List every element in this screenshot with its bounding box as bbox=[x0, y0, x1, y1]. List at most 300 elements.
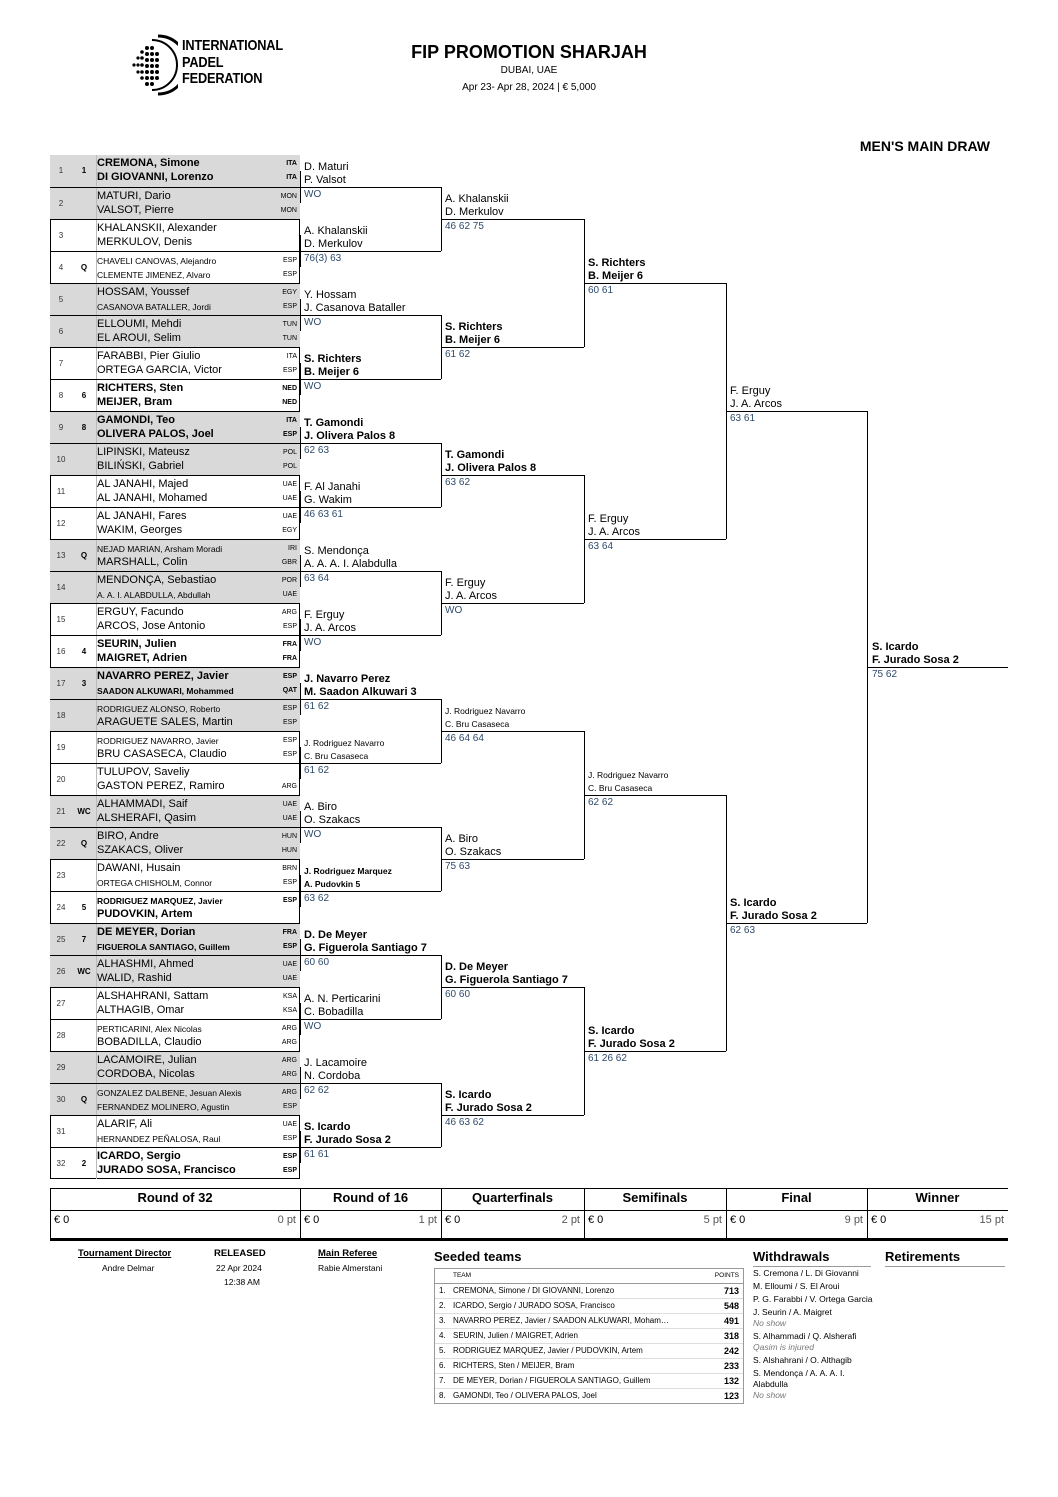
winner-name-1: S. Icardo bbox=[588, 1025, 635, 1037]
player-1-name: NEJAD MARIAN, Arsham Moradi bbox=[97, 544, 223, 554]
player-1-name: CHAVELI CANOVAS, Alejandro bbox=[97, 256, 217, 266]
winner-line bbox=[441, 731, 584, 732]
winner-name-1: F. Erguy bbox=[730, 385, 771, 397]
winner-line bbox=[300, 315, 441, 316]
draw-entry-row bbox=[50, 859, 300, 891]
entry-number: 3 bbox=[58, 231, 64, 240]
winner-line bbox=[300, 635, 441, 636]
player-1-country: ESP bbox=[282, 705, 297, 712]
player-1-country: ESP bbox=[282, 673, 297, 680]
seed-points: 713 bbox=[723, 1286, 739, 1296]
draw-entry-row bbox=[50, 923, 300, 955]
entry-seed bbox=[72, 700, 96, 731]
match-score: 60 60 bbox=[304, 957, 330, 968]
match-score: 60 61 bbox=[588, 285, 614, 296]
player-1-name: DE MEYER, Dorian bbox=[97, 926, 196, 938]
entry-number: 12 bbox=[56, 519, 66, 528]
match-score: 63 64 bbox=[304, 573, 330, 584]
player-2-country: ARG bbox=[281, 1071, 297, 1078]
entry-seed: Q bbox=[80, 551, 88, 560]
draw-entry-row bbox=[50, 763, 300, 795]
draw-entry-row bbox=[50, 987, 300, 1019]
player-2-name: A. A. I. ALABDULLA, Abdullah bbox=[97, 590, 211, 600]
winner-name-2: M. Saadon Alkuwari 3 bbox=[304, 686, 417, 698]
winner-name-1: A. Biro bbox=[304, 801, 338, 813]
entry-number: 20 bbox=[56, 775, 66, 784]
winner-line bbox=[584, 283, 726, 284]
logo-line-3: FEDERATION bbox=[182, 70, 263, 87]
logo-line-2: PADEL bbox=[182, 53, 224, 71]
tournament-director-name: Andre Delmar bbox=[102, 1263, 155, 1273]
seeded-teams-title: Seeded teams bbox=[434, 1249, 522, 1264]
withdrawals-list bbox=[753, 1266, 878, 1401]
seed-points: 491 bbox=[723, 1316, 739, 1326]
entry-seed: Q bbox=[80, 263, 88, 272]
winner-name-2: B. Meijer 6 bbox=[304, 366, 360, 378]
seed-team-name: SEURIN, Julien / MAIGRET, Adrien bbox=[453, 1331, 578, 1340]
player-2-country: ESP bbox=[282, 271, 297, 278]
seed-points: 132 bbox=[723, 1376, 739, 1386]
match-score: 62 62 bbox=[304, 1085, 330, 1096]
player-1-country: ESP bbox=[282, 257, 297, 264]
player-2-name: DI GIOVANNI, Lorenzo bbox=[97, 171, 214, 183]
player-2-country: MON bbox=[280, 207, 297, 214]
seeded-table-header bbox=[435, 1269, 743, 1284]
entry-seed: 2 bbox=[81, 1159, 87, 1168]
draw-entry-row bbox=[50, 731, 300, 763]
entry-seed bbox=[72, 220, 96, 251]
winner-name-1: S. Richters bbox=[304, 353, 362, 365]
player-2-name: CORDOBA, Nicolas bbox=[97, 1068, 195, 1080]
round-name: Quarterfinals bbox=[472, 1190, 553, 1205]
draw-entry-row bbox=[50, 891, 300, 923]
player-1-name: MATURI, Dario bbox=[97, 190, 171, 202]
player-1-country: ITA bbox=[286, 353, 297, 360]
round-prize-row bbox=[50, 1212, 300, 1230]
player-1-name: RODRIGUEZ MARQUEZ, Javier bbox=[97, 896, 223, 906]
player-2-country: ESP bbox=[282, 719, 297, 726]
player-1-name: PERTICARINI, Alex Nicolas bbox=[97, 1024, 202, 1034]
winner-line bbox=[584, 1051, 726, 1052]
bracket-connector bbox=[300, 555, 301, 587]
winner-name-1: J. Navarro Perez bbox=[304, 673, 391, 685]
retirements-title: Retirements bbox=[885, 1249, 961, 1264]
entry-seed bbox=[72, 508, 96, 539]
entry-seed: 7 bbox=[81, 935, 87, 944]
seed-points: 548 bbox=[723, 1301, 739, 1311]
round-points: 0 pt bbox=[277, 1214, 296, 1226]
winner-line bbox=[441, 475, 584, 476]
round-name: Final bbox=[781, 1190, 812, 1205]
winner-name-2: D. Merkulov bbox=[304, 238, 363, 250]
winner-name-1: F. Erguy bbox=[304, 609, 345, 621]
player-2-name: SZAKACS, Oliver bbox=[97, 844, 184, 856]
round-name: Round of 32 bbox=[137, 1190, 213, 1205]
entry-seed bbox=[72, 1052, 96, 1083]
winner-line bbox=[300, 251, 441, 252]
bracket-connector bbox=[441, 187, 442, 251]
winner-name-1: S. Icardo bbox=[445, 1089, 492, 1101]
seed-points: 233 bbox=[723, 1361, 739, 1371]
seed-number: 6. bbox=[439, 1361, 446, 1370]
seeded-team-row bbox=[435, 1344, 743, 1359]
seeded-teams-table bbox=[434, 1268, 744, 1404]
bracket-connector bbox=[300, 171, 301, 203]
player-1-country: ARG bbox=[281, 1025, 297, 1032]
player-2-name: VALSOT, Pierre bbox=[97, 204, 174, 216]
round-of-32-entries bbox=[50, 155, 300, 1179]
player-1-name: ALARIF, Ali bbox=[97, 1118, 153, 1130]
seed-number: 3. bbox=[439, 1316, 446, 1325]
round-prize-money: € 0 bbox=[304, 1214, 320, 1226]
player-1-country: ARG bbox=[281, 1057, 297, 1064]
winner-name-1: A. Biro bbox=[445, 833, 479, 845]
player-1-country: UAE bbox=[282, 1121, 297, 1128]
draw-entry-row bbox=[50, 379, 300, 411]
seed-team-name: RICHTERS, Sten / MEIJER, Bram bbox=[453, 1361, 575, 1370]
player-2-country: KSA bbox=[282, 1007, 297, 1014]
winner-name-2: G. Wakim bbox=[304, 494, 352, 506]
player-2-country: EGY bbox=[282, 527, 297, 534]
winner-name-2: O. Szakacs bbox=[445, 846, 502, 858]
player-2-country: GBR bbox=[281, 559, 297, 566]
champion-line bbox=[867, 667, 1008, 668]
entry-seed: Q bbox=[80, 1095, 88, 1104]
winner-name-2: A. Pudovkin 5 bbox=[304, 879, 361, 889]
player-2-name: ALTHAGIB, Omar bbox=[97, 1004, 185, 1016]
round-points: 15 pt bbox=[979, 1214, 1004, 1226]
winner-line bbox=[441, 603, 584, 604]
match-score: WO bbox=[304, 1021, 322, 1032]
player-2-name: MAIGRET, Adrien bbox=[97, 652, 188, 664]
round-prize-row bbox=[441, 1212, 584, 1230]
winner-line bbox=[300, 443, 441, 444]
winner-name-1: D. Maturi bbox=[304, 161, 349, 173]
seed-points: 318 bbox=[723, 1331, 739, 1341]
winner-name-2: G. Figuerola Santiago 7 bbox=[445, 974, 568, 986]
seeded-team-row bbox=[435, 1389, 743, 1403]
match-score: 61 61 bbox=[304, 1149, 330, 1160]
player-2-name: BOBADILLA, Claudio bbox=[97, 1036, 202, 1048]
seeded-team-row bbox=[435, 1329, 743, 1344]
match-score: 60 60 bbox=[445, 989, 471, 1000]
player-2-country: ESP bbox=[282, 751, 297, 758]
winner-name-2: J. A. Arcos bbox=[445, 590, 497, 602]
winner-line bbox=[441, 1115, 584, 1116]
match-score: 63 62 bbox=[445, 477, 471, 488]
match-score: 46 64 64 bbox=[445, 733, 484, 744]
winner-name-1: D. De Meyer bbox=[304, 929, 367, 941]
bracket-connector bbox=[441, 1083, 442, 1147]
round-prize-money: € 0 bbox=[54, 1214, 70, 1226]
bracket-connector bbox=[300, 875, 301, 907]
tournament-title: FIP PROMOTION SHARJAH bbox=[411, 42, 647, 62]
entry-number: 13 bbox=[56, 551, 66, 560]
winner-name-1: J. Lacamoire bbox=[304, 1057, 367, 1069]
withdrawal-item: S. Cremona / L. Di Giovanni bbox=[753, 1268, 859, 1278]
round-prize-money: € 0 bbox=[871, 1214, 887, 1226]
player-1-country: POL bbox=[282, 449, 297, 456]
player-1-name: MENDONÇA, Sebastiao bbox=[97, 574, 217, 586]
player-2-name: FIGUEROLA SANTIAGO, Guillem bbox=[97, 942, 230, 952]
entry-seed: 5 bbox=[81, 903, 87, 912]
player-2-name: WAKIM, Georges bbox=[97, 524, 183, 536]
player-1-country: ARG bbox=[281, 1089, 297, 1096]
player-1-name: AL JANAHI, Fares bbox=[97, 510, 187, 522]
player-2-name: MARSHALL, Colin bbox=[97, 556, 188, 568]
winner-line bbox=[726, 923, 867, 924]
draw-entry-row bbox=[50, 1115, 300, 1147]
winner-name-1: F. Erguy bbox=[588, 513, 629, 525]
bracket-connector bbox=[867, 411, 868, 923]
player-1-country: UAE bbox=[282, 961, 297, 968]
winner-name-1: J. Rodriguez Navarro bbox=[588, 770, 669, 780]
winner-name-2: J. A. Arcos bbox=[588, 526, 640, 538]
player-1-name: GONZALEZ DALBENE, Jesuan Alexis bbox=[97, 1088, 242, 1098]
match-score: WO bbox=[304, 189, 322, 200]
player-1-country: ITA bbox=[286, 417, 297, 424]
entry-seed bbox=[72, 1020, 96, 1051]
winner-line bbox=[441, 219, 584, 220]
winner-name-2: C. Bru Casaseca bbox=[304, 751, 369, 761]
logo-line-1: INTERNATIONAL bbox=[182, 37, 283, 54]
withdrawal-item: M. Elloumi / S. El Aroui bbox=[753, 1281, 840, 1291]
player-1-name: KHALANSKII, Alexander bbox=[97, 222, 217, 234]
winner-line bbox=[300, 1083, 441, 1084]
match-score: 63 64 bbox=[588, 541, 614, 552]
draw-entry-row bbox=[50, 795, 300, 827]
winner-name-1: J. Rodriguez Navarro bbox=[445, 706, 526, 716]
seed-number: 8. bbox=[439, 1391, 446, 1400]
bracket-connector bbox=[300, 491, 301, 523]
match-score: 75 63 bbox=[445, 861, 471, 872]
player-1-name: GAMONDI, Teo bbox=[97, 414, 176, 426]
player-2-name: BILIŃSKI, Gabriel bbox=[97, 460, 184, 472]
entry-seed: 8 bbox=[81, 423, 87, 432]
player-2-country: TUN bbox=[282, 335, 297, 342]
draw-entry-row bbox=[50, 283, 300, 315]
player-1-name: LACAMOIRE, Julian bbox=[97, 1054, 197, 1066]
player-2-name: AL JANAHI, Mohamed bbox=[97, 492, 208, 504]
round-points: 1 pt bbox=[418, 1214, 437, 1226]
entry-number: 22 bbox=[56, 839, 66, 848]
player-1-country: ARG bbox=[281, 609, 297, 616]
entry-seed bbox=[72, 732, 96, 763]
seeded-team-row bbox=[435, 1314, 743, 1329]
bracket-connector bbox=[441, 443, 442, 507]
match-score: 46 63 61 bbox=[304, 509, 343, 520]
winner-line bbox=[584, 539, 726, 540]
entry-seed bbox=[72, 188, 96, 219]
entry-number: 21 bbox=[56, 807, 66, 816]
player-2-name: MERKULOV, Denis bbox=[97, 236, 192, 248]
winner-name-2: J. A. Arcos bbox=[304, 622, 356, 634]
round-prize-money: € 0 bbox=[588, 1214, 604, 1226]
entry-number: 1 bbox=[58, 166, 64, 175]
match-score: WO bbox=[304, 829, 322, 840]
seed-number: 1. bbox=[439, 1286, 446, 1295]
entry-seed: WC bbox=[77, 967, 91, 976]
entry-seed: 6 bbox=[81, 391, 87, 400]
winner-name-2: C. Bobadilla bbox=[304, 1006, 364, 1018]
player-1-name: ALHAMMADI, Saif bbox=[97, 798, 188, 810]
round-prize-row bbox=[584, 1212, 726, 1230]
player-2-name: CASANOVA BATALLER, Jordi bbox=[97, 302, 211, 312]
entry-seed bbox=[72, 284, 96, 315]
player-1-country: POR bbox=[281, 577, 297, 584]
draw-entry-row bbox=[50, 699, 300, 731]
draw-entry-row bbox=[50, 411, 300, 443]
entry-number: 17 bbox=[56, 679, 66, 688]
seed-team-name: ICARDO, Sergio / JURADO SOSA, Francisco bbox=[453, 1301, 615, 1310]
winner-line bbox=[584, 795, 726, 796]
winner-line bbox=[300, 379, 441, 380]
round-points: 9 pt bbox=[844, 1214, 863, 1226]
entry-number: 2 bbox=[58, 199, 64, 208]
player-2-country: ITA bbox=[286, 174, 297, 181]
winner-name-2: J. Olivera Palos 8 bbox=[445, 462, 537, 474]
match-score: WO bbox=[304, 381, 322, 392]
player-1-country: EGY bbox=[282, 289, 297, 296]
player-2-country: HUN bbox=[281, 847, 297, 854]
winner-line bbox=[726, 411, 867, 412]
draw-entry-row bbox=[50, 1051, 300, 1083]
entry-seed: 1 bbox=[81, 166, 87, 175]
player-2-name: ALSHERAFI, Qasim bbox=[97, 812, 197, 824]
winner-name-2: C. Bru Casaseca bbox=[445, 719, 510, 729]
player-2-country: FRA bbox=[282, 655, 297, 662]
seed-number: 4. bbox=[439, 1331, 446, 1340]
player-1-country: TUN bbox=[282, 321, 297, 328]
player-2-name: ARCOS, Jose Antonio bbox=[97, 620, 206, 632]
player-2-country: ESP bbox=[282, 1103, 297, 1110]
entry-number: 30 bbox=[56, 1095, 66, 1104]
player-1-country: IRI bbox=[288, 545, 297, 552]
player-1-name: ICARDO, Sergio bbox=[97, 1150, 181, 1162]
winner-name-1: F. Erguy bbox=[445, 577, 486, 589]
player-2-country: ESP bbox=[282, 943, 297, 950]
winner-line bbox=[441, 859, 584, 860]
draw-entry-row bbox=[50, 1147, 300, 1179]
bracket-connector bbox=[300, 939, 301, 971]
match-score: 61 62 bbox=[445, 349, 471, 360]
bracket-connector bbox=[300, 619, 301, 651]
bracket-connector bbox=[300, 1131, 301, 1163]
round-prize-row bbox=[867, 1212, 1008, 1230]
player-2-name: HERNANDEZ PEÑALOSA, Raul bbox=[97, 1134, 221, 1144]
champion-name-2: F. Jurado Sosa 2 bbox=[872, 654, 959, 666]
bracket-connector bbox=[726, 283, 727, 539]
winner-name-2: F. Jurado Sosa 2 bbox=[588, 1038, 675, 1050]
entry-number: 5 bbox=[58, 295, 64, 304]
player-1-country: ITA bbox=[286, 160, 297, 167]
seed-points: 123 bbox=[723, 1391, 739, 1401]
entry-number: 32 bbox=[56, 1159, 66, 1168]
round-name: Winner bbox=[915, 1190, 960, 1205]
withdrawal-item: S. Alhammadi / Q. Alsherafi bbox=[753, 1331, 857, 1341]
player-1-country: MON bbox=[280, 193, 297, 200]
entry-seed bbox=[72, 476, 96, 507]
seed-team-name: RODRIGUEZ MARQUEZ, Javier / PUDOVKIN, Artem bbox=[453, 1346, 643, 1355]
player-2-name: FERNANDEZ MOLINERO, Agustin bbox=[97, 1102, 230, 1112]
entry-number: 11 bbox=[56, 487, 66, 496]
winner-name-1: S. Icardo bbox=[304, 1121, 351, 1133]
winner-name-1: J. Rodriguez Navarro bbox=[304, 738, 385, 748]
bracket-connector bbox=[300, 1003, 301, 1035]
winner-line bbox=[300, 763, 441, 764]
draw-entry-row bbox=[50, 539, 300, 571]
draw-entry-row bbox=[50, 251, 300, 283]
player-2-name: GASTON PEREZ, Ramiro bbox=[97, 780, 225, 792]
player-2-country: NED bbox=[282, 399, 297, 406]
round-name: Semifinals bbox=[622, 1190, 688, 1205]
entry-seed: 4 bbox=[81, 647, 87, 656]
withdrawal-item: P. G. Farabbi / V. Ortega Garcia bbox=[753, 1294, 873, 1304]
winner-line bbox=[300, 891, 441, 892]
bracket-connector bbox=[300, 363, 301, 395]
player-2-country: UAE bbox=[282, 495, 297, 502]
winner-name-1: A. N. Perticarini bbox=[304, 993, 381, 1005]
player-1-country: BRN bbox=[282, 865, 297, 872]
bracket-connector bbox=[584, 987, 585, 1115]
match-score: WO bbox=[445, 605, 463, 616]
player-2-country: ESP bbox=[282, 879, 297, 886]
winner-name-1: T. Gamondi bbox=[445, 449, 505, 461]
winner-name-2: N. Cordoba bbox=[304, 1070, 361, 1082]
bracket-connector bbox=[441, 571, 442, 635]
round-name: Round of 16 bbox=[332, 1190, 409, 1205]
player-1-name: ALHASHMI, Ahmed bbox=[97, 958, 194, 970]
match-score: 61 62 bbox=[304, 701, 330, 712]
winner-line bbox=[300, 507, 441, 508]
winner-line bbox=[441, 987, 584, 988]
entry-seed bbox=[72, 604, 96, 635]
entry-number: 16 bbox=[56, 647, 66, 656]
bracket-connector bbox=[300, 1067, 301, 1099]
winner-name-2: J. A. Arcos bbox=[730, 398, 782, 410]
player-2-name: BRU CASASECA, Claudio bbox=[97, 748, 227, 760]
match-score: WO bbox=[304, 317, 322, 328]
winner-line bbox=[300, 1147, 441, 1148]
winner-name-2: F. Jurado Sosa 2 bbox=[730, 910, 817, 922]
seeded-team-row bbox=[435, 1284, 743, 1299]
entry-number: 25 bbox=[56, 935, 66, 944]
released-time: 12:38 AM bbox=[224, 1277, 260, 1287]
winner-line bbox=[441, 347, 584, 348]
draw-entry-row bbox=[50, 827, 300, 859]
player-2-name: SAADON ALKUWARI, Mohammed bbox=[97, 686, 234, 696]
entry-number: 23 bbox=[56, 871, 66, 880]
entry-number: 6 bbox=[58, 327, 64, 336]
champion-name-1: S. Icardo bbox=[872, 641, 919, 653]
player-2-name: OLIVERA PALOS, Joel bbox=[97, 428, 214, 440]
winner-name-2: B. Meijer 6 bbox=[588, 270, 644, 282]
seed-number: 7. bbox=[439, 1376, 446, 1385]
player-1-name: HOSSAM, Youssef bbox=[97, 286, 190, 298]
winner-line bbox=[300, 187, 441, 188]
bracket-connector bbox=[441, 699, 442, 763]
player-1-country: UAE bbox=[282, 801, 297, 808]
draw-entry-row bbox=[50, 571, 300, 603]
entry-seed bbox=[72, 348, 96, 379]
seeded-team-row bbox=[435, 1299, 743, 1314]
seed-number: 5. bbox=[439, 1346, 446, 1355]
entry-number: 14 bbox=[56, 583, 66, 592]
draw-entry-row bbox=[50, 219, 300, 251]
seed-team-name: GAMONDI, Teo / OLIVERA PALOS, Joel bbox=[453, 1391, 597, 1400]
winner-name-2: F. Jurado Sosa 2 bbox=[304, 1134, 391, 1146]
entry-seed bbox=[72, 572, 96, 603]
